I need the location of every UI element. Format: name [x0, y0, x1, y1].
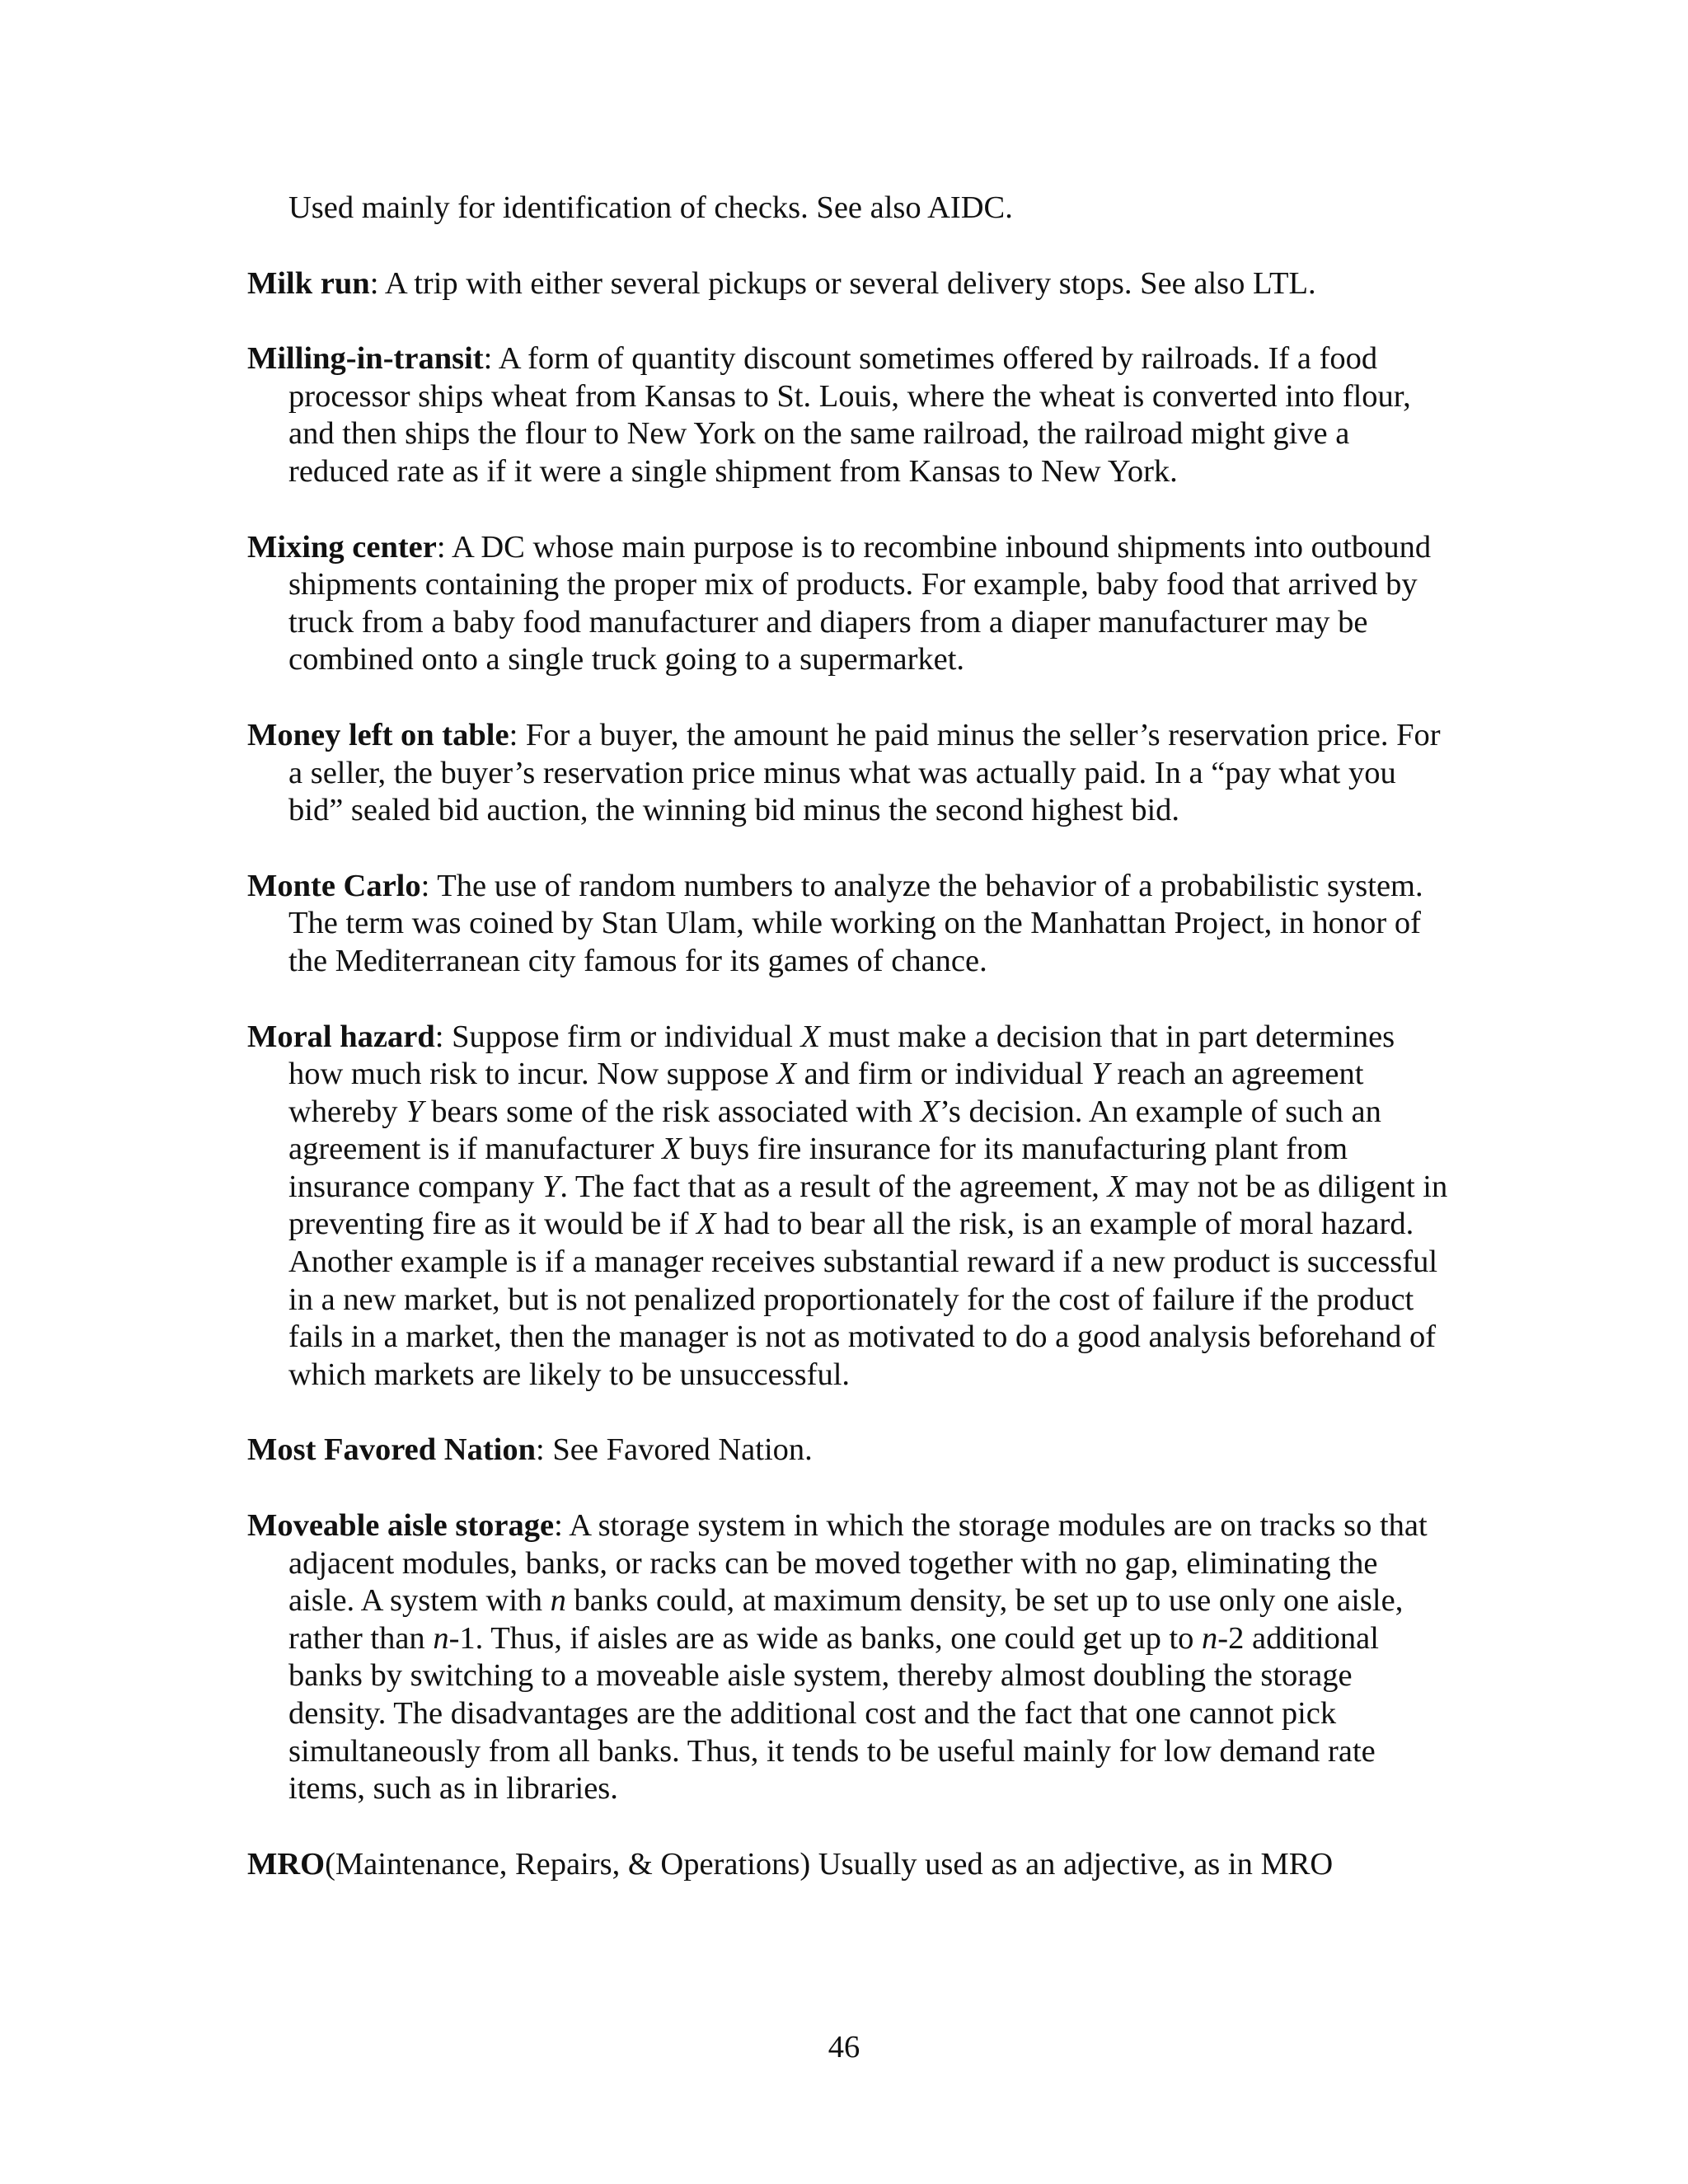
- definition-text: : For a buyer, the amount he paid minus the seller’s reservation price. For a seller, the buyer’s reservation price minus what was actually paid. In a “pay what you bid” sealed bid auction, the winning bid minus the second highest bid.: [288, 717, 1441, 828]
- glossary-term: Milling-in-transit: [247, 341, 484, 377]
- glossary-term: Mixing center: [247, 529, 437, 565]
- definition-text: -1. Thus, if aisles are as wide as banks, one could get up to: [448, 1620, 1203, 1656]
- glossary-entry: [247, 868, 1451, 981]
- definition-text: -2 additional banks by switching to a moveable aisle system, thereby almost doubling the storage density. The disadvantages are the additional cost and the fact that one cannot pick simultaneously from all banks. Thus, it tends to be useful mainly for low demand rate items, such as in libraries.: [288, 1620, 1379, 1807]
- italic-variable: n: [433, 1620, 449, 1656]
- italic-variable: n: [550, 1583, 566, 1619]
- glossary-entry: [247, 265, 1451, 303]
- glossary-term: MRO: [247, 1846, 326, 1882]
- glossary-term: Moral hazard: [247, 1019, 435, 1054]
- glossary-term: Moveable aisle storage: [247, 1508, 555, 1544]
- italic-variable: X: [920, 1094, 940, 1129]
- italic-variable: X: [696, 1207, 716, 1242]
- definition-text: (Maintenance, Repairs, & Operations) Usually used as an adjective, as in MRO: [325, 1846, 1334, 1882]
- glossary-entry: [247, 340, 1451, 490]
- glossary-entry-continuation: [247, 190, 1451, 227]
- glossary-entry: [247, 1019, 1451, 1394]
- definition-text: : The use of random numbers to analyze the behavior of a probabilistic system. The term was coined by Stan Ulam, while working on the Manhattan Project, in honor of the Mediterranean city famous for its games of chance.: [288, 868, 1423, 978]
- definition-text: and firm or individual: [795, 1057, 1092, 1092]
- italic-variable: X: [1107, 1169, 1128, 1204]
- definition-text: had to bear all the risk, is an example of moral hazard. Another example is if a manager receives substantial reward if a new product is successful in a new market, but is not penalized proportionately for the cost of failure if the product fails in a market, then the manager is not as motivated to do a good analysis beforehand of which markets are likely to be unsuccessful.: [288, 1207, 1438, 1392]
- definition-text: : Suppose firm or individual: [434, 1019, 801, 1054]
- glossary-term: Monte Carlo: [247, 868, 421, 903]
- definition-text: Used mainly for identification of checks. See also AIDC.: [288, 190, 1013, 225]
- definition-text: : A storage system in which the storage modules are on tracks so that adjacent modules, banks, or racks can be moved together with no gap, eliminating the aisle. A system with: [288, 1508, 1428, 1619]
- italic-variable: Y: [542, 1169, 560, 1204]
- italic-variable: X: [800, 1019, 821, 1054]
- glossary-entry: [247, 717, 1451, 830]
- glossary-term: Milk run: [247, 265, 370, 301]
- definition-text: : A form of quantity discount sometimes offered by railroads. If a food processor ships wheat from Kansas to St. Louis, where the wheat is converted into flour, and then ships the flour to New York on the same railroad, the railroad might give a reduced rate as if it were a single shipment from Kansas to New York.: [288, 341, 1411, 489]
- italic-variable: X: [662, 1132, 682, 1167]
- definition-text: must make a decision that in part determines how much risk to incur. Now suppose: [288, 1019, 1395, 1092]
- italic-variable: n: [1202, 1620, 1218, 1656]
- glossary-entry: [247, 1846, 1451, 1884]
- definition-text: . The fact that as a result of the agreement,: [560, 1169, 1108, 1204]
- glossary-entry: [247, 1507, 1451, 1808]
- definition-text: : A DC whose main purpose is to recombine inbound shipments into outbound shipments containing the proper mix of products. For example, baby food that arrived by truck from a baby food manufacturer and diapers from a diaper manufacturer may be combined onto a single truck going to a supermarket.: [288, 529, 1432, 677]
- definition-text: reach an agreement whereby: [288, 1057, 1364, 1129]
- definition-text: bears some of the risk associated with: [423, 1094, 921, 1129]
- glossary-term: Most Favored Nation: [247, 1432, 537, 1468]
- definition-text: buys fire insurance for its manufacturing plant from insurance company: [288, 1132, 1348, 1204]
- glossary-entry: [247, 1432, 1451, 1469]
- definition-text: : A trip with either several pickups or several delivery stops. See also LTL.: [369, 265, 1316, 301]
- glossary-term: Money left on table: [247, 717, 509, 752]
- italic-variable: Y: [406, 1094, 424, 1129]
- italic-variable: Y: [1091, 1057, 1109, 1092]
- definition-text: ’s decision. An example of such an agreement is if manufacturer: [288, 1094, 1381, 1167]
- definition-text: : See Favored Nation.: [536, 1432, 813, 1468]
- definition-text: banks could, at maximum density, be set up to use only one aisle, rather than: [288, 1583, 1404, 1656]
- glossary-entry: [247, 529, 1451, 679]
- page-number: 46: [828, 2030, 860, 2064]
- glossary-entries: [247, 190, 1451, 1921]
- italic-variable: X: [776, 1057, 796, 1092]
- definition-text: may not be as diligent in preventing fire as it would be if: [288, 1169, 1448, 1242]
